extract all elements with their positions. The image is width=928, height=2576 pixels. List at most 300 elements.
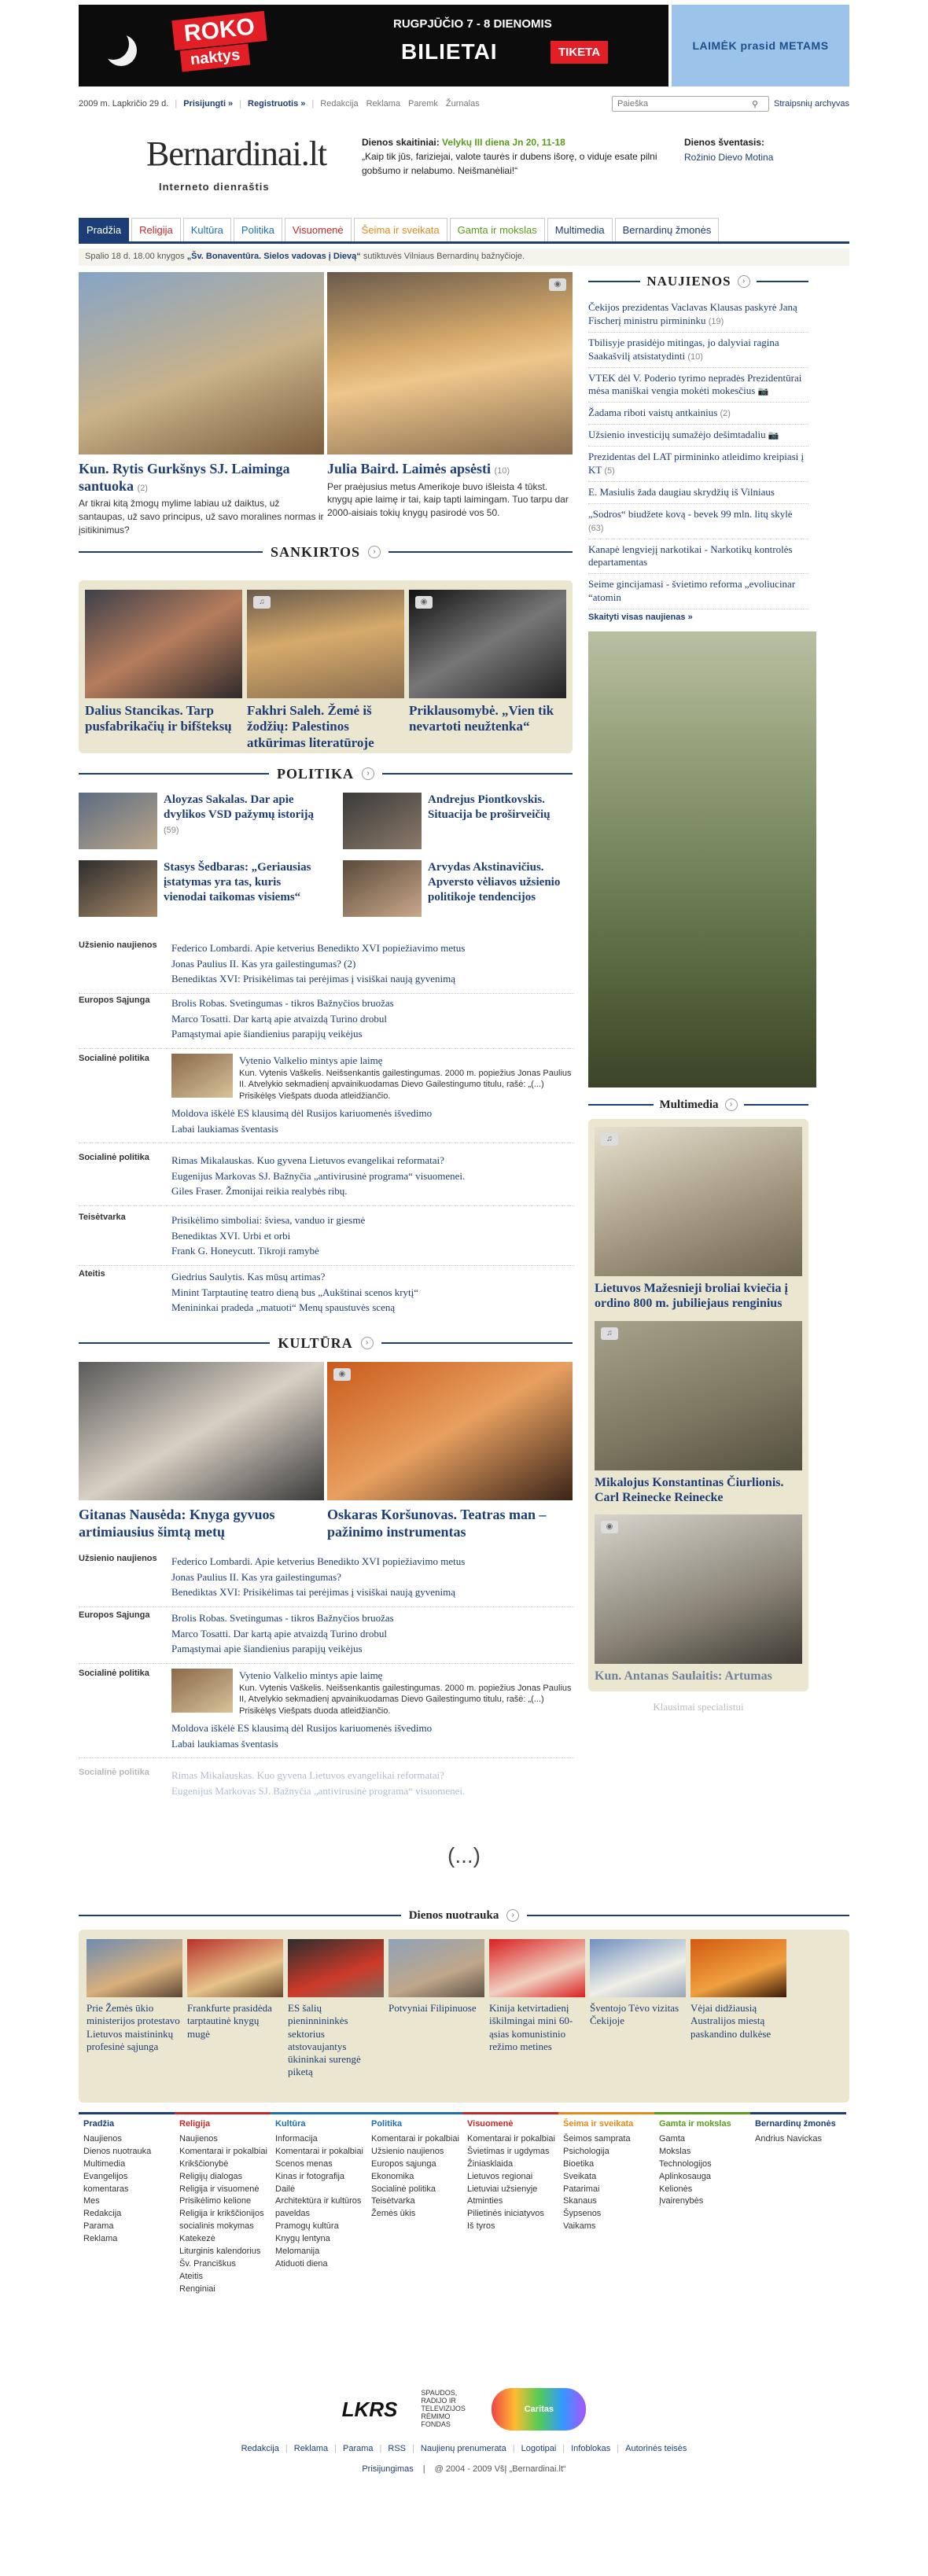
top-link-redakcija[interactable]: Redakcija [320, 99, 359, 109]
footer-link[interactable]: Šv. Pranciškus [179, 2259, 236, 2269]
row-category[interactable]: Teisėtvarka [79, 1213, 126, 1222]
news-title[interactable]: „Sodros“ biudžete kovą - bevek 99 mln. litų skylė [588, 507, 793, 520]
photo-caption[interactable]: Prie Žemės ūkio ministerijos protestavo Lietuvos maistininkų profesinė sąjunga [87, 2002, 180, 2052]
ticker-prefix: Spalio 18 d. 18.00 knygos [85, 252, 187, 261]
lkrs-logo[interactable]: LKRS [341, 2397, 398, 2421]
row-category[interactable]: Socialinė politika [79, 1669, 149, 1678]
speaker-icon: ♫ [601, 1133, 618, 1146]
footer-link[interactable]: Naujienos [179, 2133, 218, 2144]
chevron-right-icon[interactable]: › [368, 546, 381, 558]
footer-link[interactable]: Lietuviai užsienyje [467, 2184, 538, 2194]
news-title[interactable]: Čekijos prezidentas Vaclavas Klausas paskyrė Janą Fischerį ministru pirmininku [588, 301, 797, 326]
news-item[interactable] [588, 368, 808, 403]
banner-ad-roko[interactable] [79, 5, 668, 86]
ad-bilietai: BILIETAI [401, 39, 498, 64]
section-dienos-nuotrauka [79, 1906, 849, 2095]
row-item[interactable]: Benediktas XVI: Prisikėlimas tai perėjimas į visiškai naują gyvenimą [171, 1586, 456, 1598]
banner-ads [79, 5, 849, 86]
photo-item[interactable] [389, 1939, 484, 2093]
row-item[interactable]: Rimas Mikalauskas. Kuo gyvena Lietuvos evangelikai reformatai? [171, 1154, 444, 1166]
footer-col [175, 2112, 271, 2332]
top-link-zurnalas[interactable]: Žurnalas [445, 99, 480, 109]
footer-link[interactable]: Skanaus [563, 2196, 597, 2206]
photo-thumb[interactable] [690, 1939, 786, 1997]
photo-caption[interactable]: Frankfurte prasidėda tarptautinė knygų mugė [187, 2002, 272, 2040]
speaker-icon: ♫ [253, 596, 271, 609]
hero-title[interactable]: Oskaras Koršunovas. Teatras man – pažinimo instrumentas [327, 1507, 547, 1540]
kultura-hero-1[interactable] [79, 1362, 324, 1540]
news-item[interactable] [588, 539, 808, 575]
tab-multimedia[interactable]: Multimedia [547, 218, 613, 241]
section-sankirtos [79, 543, 573, 561]
ticker-suffix: sutiktuvės Vilniaus Bernardinų bažnyčioje. [360, 252, 525, 261]
footer-link[interactable]: Užsienio naujienos [371, 2146, 444, 2156]
footer-link[interactable]: Žiniasklaida [467, 2158, 514, 2169]
section-naujienos [588, 272, 808, 291]
news-title[interactable]: Tbilisyje prasidėjo mitingas, jo dalyviai ragina Saakašvilį atsistatydinti [588, 336, 779, 362]
photo-thumb[interactable] [489, 1939, 585, 1997]
camera-icon: ◉ [601, 1521, 618, 1533]
footer-nav-link[interactable]: Reklama [293, 2444, 329, 2453]
kultura-row [79, 1610, 574, 1664]
comment-count: (19) [708, 316, 724, 326]
sankirtos-card[interactable] [85, 590, 242, 744]
news-item[interactable] [588, 447, 808, 482]
row-item[interactable]: Jonas Paulius II. Kas yra gailestingumas? (2) [171, 957, 356, 970]
featured-text: Kun. Vytenis Vaškelis. Neišsenkantis gailestingumas. 2000 m. popiežius Jonas Paulius II. Atvelykio sekmadienį apvainikuodamas Dievo Gailestingumo titulu, rašė: „(...) Prisikėlęs Viešpats duoda atleidžiančio. [239, 1068, 572, 1102]
footer-link[interactable]: Lietuvos regionai [467, 2171, 533, 2181]
row-item[interactable]: Giedrius Saulytis. Kas mūsų artimas? [171, 1271, 326, 1282]
footer-link[interactable]: Komentarai ir pokalbiai [467, 2133, 555, 2144]
footer-nav-link[interactable]: Naujienų prenumerata [420, 2444, 506, 2453]
politika-top-article[interactable] [79, 793, 324, 849]
photo-thumb[interactable] [187, 1939, 283, 1997]
sankirtos-card[interactable] [409, 590, 566, 744]
comment-count: 📷 [768, 431, 779, 441]
tab-zmones[interactable]: Bernardinų žmonės [615, 218, 720, 241]
row-item[interactable]: Marco Tosatti. Dar kartą apie atvaizdą Turino drobul [171, 1012, 387, 1025]
kultura-row [79, 1768, 574, 1805]
spaudos-fondas-logo[interactable]: SPAUDOS, RADIJO IR TELEVIZIJOS RĖMIMO FONDAS [421, 2389, 466, 2428]
footer-link[interactable]: Bioetika [563, 2158, 595, 2169]
kultura-row [79, 1554, 574, 1607]
all-news-link[interactable]: Skaityti visas naujienas » [588, 613, 693, 623]
row-category[interactable]: Užsienio naujienos [79, 940, 157, 950]
daily-reading-label: Dienos skaitiniai: [362, 137, 440, 148]
row-item[interactable]: Benediktas XVI: Prisikėlimas tai perėjimas į visiškai naują gyvenimą [171, 973, 456, 984]
search-input[interactable] [612, 96, 769, 112]
news-title[interactable]: Žadama riboti vaistų antkainius [588, 407, 718, 419]
row-item[interactable]: Eugenijus Markovas SJ. Bažnyčia „antivirusinė programa“ visuomenei. [171, 1784, 466, 1797]
politika-top-article[interactable] [343, 860, 588, 917]
row-category[interactable]: Užsienio naujienos [79, 1554, 157, 1563]
section-title[interactable]: SANKIRTOS [270, 543, 361, 560]
footer-link[interactable]: Žemės ūkis [371, 2209, 416, 2219]
footer-link[interactable]: Mes [83, 2196, 100, 2206]
footer-nav-link[interactable]: Autorinės teisės [625, 2444, 687, 2453]
news-item[interactable] [588, 425, 808, 447]
footer-link[interactable]: Architektūra ir kultūros paveldas [275, 2196, 362, 2219]
row-item[interactable]: Eugenijus Markovas SJ. Bažnyčia „antivirusinė programa“ visuomenei. [171, 1169, 466, 1182]
row-item[interactable]: Menininkai pradeda „matuoti“ Menų spaustuvės sceną [171, 1301, 396, 1313]
kultura-hero-2[interactable] [327, 1362, 573, 1540]
banner-ad-prasid[interactable]: LAIMĖK prasid METAMS [672, 5, 849, 86]
tab-seima[interactable]: Šeima ir sveikata [354, 218, 447, 241]
comment-count: (63) [588, 523, 604, 533]
footer-link[interactable]: Vaikams [563, 2221, 596, 2232]
footer-col [654, 2112, 750, 2332]
footer-link[interactable]: Pilietinės iniciatyvos [467, 2209, 544, 2219]
footer-link[interactable]: Redakcija [83, 2209, 122, 2219]
current-date: 2009 m. Lapkričio 29 d. [79, 99, 169, 109]
card-title[interactable]: Priklausomybė. „Vien tik nevartoti neužtenka“ [409, 703, 554, 734]
footer-link[interactable]: Andrius Navickas [755, 2133, 822, 2144]
news-item[interactable] [588, 482, 808, 504]
section-title[interactable]: Dienos nuotrauka [408, 1908, 499, 1922]
hero-lead: Ar tikrai kitą žmogų mylime labiau už daiktus, už santaupas, už savo principus, už savo moralines normas ir įsitikinimus? [79, 498, 324, 535]
news-title[interactable]: E. Masiulis žada daugiau skrydžių iš Vilniaus [588, 485, 775, 498]
section-title[interactable]: POLITIKA [276, 765, 355, 782]
footer-link[interactable]: socialinis mokymas [179, 2221, 254, 2232]
comment-count: (2) [137, 483, 148, 493]
daily-reading-ref[interactable]: Velykų III diena Jn 20, 11-18 [442, 137, 565, 148]
photo-item[interactable] [187, 1939, 283, 2093]
footer-col-title[interactable]: Bernardinų žmonės [755, 2119, 836, 2129]
photo-strip [79, 1930, 849, 2103]
photo-item[interactable] [87, 1939, 182, 2093]
chevron-right-icon[interactable]: › [738, 275, 750, 288]
news-title[interactable]: Užsienio investicijų sumažėjo dešimtadaliu [588, 429, 766, 441]
hero-image[interactable] [79, 1362, 324, 1500]
footer-link[interactable]: Reklama [83, 2234, 118, 2244]
comment-count: (59) [164, 825, 179, 835]
row-item[interactable]: Giles Fraser. Žmonijai reikia realybės ribų. [171, 1185, 348, 1197]
chevron-right-icon[interactable]: › [725, 1098, 738, 1111]
article-title[interactable]: Andrejus Piontkovskis. Situacija be proširveičių [428, 793, 551, 821]
politika-top-article[interactable] [79, 860, 324, 917]
card-image[interactable] [247, 590, 404, 698]
daily-saint-label: Dienos šventasis: [684, 137, 765, 148]
footer-link[interactable]: Gamta [659, 2133, 686, 2144]
footer-link[interactable]: Kinas ir fotografija [275, 2171, 345, 2181]
multimedia-image[interactable] [595, 1127, 802, 1276]
footer-nav-link[interactable]: Logotipai [521, 2444, 557, 2453]
tab-visuomene[interactable]: Visuomenė [285, 218, 352, 241]
footer-logos [79, 2386, 849, 2433]
footer-link[interactable]: Dailė [275, 2184, 296, 2194]
footer-nav-link[interactable]: Infoblokas [571, 2444, 611, 2453]
section-title[interactable]: KULTŪRA [278, 1334, 353, 1351]
card-title[interactable]: Dalius Stancikas. Tarp pusfabrikačių ir bifšteksų [85, 703, 232, 734]
photo-item[interactable] [489, 1939, 585, 2093]
multimedia-title[interactable]: Kun. Antanas Saulaitis: Artumas [595, 1669, 772, 1683]
ad-roko-text: ROKO [171, 11, 267, 50]
footer-link[interactable]: Religija ir krikščionijos [179, 2209, 264, 2219]
row-item[interactable]: Labai laukiamas šventasis [171, 1737, 278, 1750]
featured-title[interactable]: Vytenio Valkelio mintys apie laimę [239, 1669, 383, 1681]
row-item[interactable]: Marco Tosatti. Dar kartą apie atvaizdą Turino drobul [171, 1627, 387, 1639]
top-link-paremk[interactable]: Paremk [407, 99, 438, 109]
news-title[interactable]: VTEK dėl V. Poderio tyrimo nepradės Prezidentūrai mėsa maniškai vengia mokėti mokesčius [588, 371, 802, 397]
footer-link[interactable]: Scenos menas [275, 2158, 333, 2169]
news-title[interactable]: Seime gincijamasi - švietimo reforma „evoliucinar “atomin [588, 578, 796, 604]
article-thumb[interactable] [343, 860, 422, 917]
footer-link[interactable]: Pramogų kultūra [275, 2221, 339, 2232]
row-featured[interactable] [171, 1054, 574, 1102]
row-item[interactable]: Pamąstymai apie šiandienius parapijų veikėjus [171, 1643, 363, 1654]
article-thumb[interactable] [343, 793, 422, 849]
hero-title[interactable] [327, 461, 573, 478]
row-category[interactable]: Europos Sąjunga [79, 995, 150, 1005]
camera-icon: ◉ [333, 1368, 351, 1381]
footer-col-title[interactable]: Politika [371, 2119, 403, 2129]
row-item[interactable]: Benediktas XVI. Urbi et orbi [171, 1229, 291, 1242]
hero-image[interactable] [327, 1362, 573, 1500]
featured-thumb[interactable] [171, 1054, 233, 1098]
daily-saint-name[interactable]: Rožinio Dievo Motina [684, 152, 774, 164]
footer-link[interactable]: Religijų dialogas [179, 2171, 243, 2181]
photo-thumb[interactable] [389, 1939, 484, 1997]
login-link[interactable]: Prisijungti » [183, 99, 234, 109]
tab-kultura[interactable]: Kultūra [183, 218, 231, 241]
news-title[interactable]: Prezidentas del LAT pirmininko atleidimo kreipiasi į KT [588, 451, 805, 477]
footer-link[interactable]: Komentarai ir pokalbiai [371, 2133, 459, 2144]
hero-image[interactable] [327, 272, 573, 454]
politika-row [79, 1269, 574, 1322]
photo-thumb[interactable] [590, 1939, 686, 1997]
footer-login-link[interactable]: Prisijungimas [362, 2464, 414, 2474]
footer-link[interactable]: Renginiai [179, 2284, 215, 2294]
footer-link[interactable]: Dienos nuotrauka [83, 2146, 152, 2156]
hero-lead: Per praėjusius metus Amerikoje buvo išleista 4 tūkst. knygų apie laimę ir tai, kaip tapti laimingam. Tuo tarpu dar 2000-aisiais tokių knygų pasirodė vos 50. [327, 480, 569, 519]
photo-item[interactable] [288, 1939, 384, 2093]
daily-saint [684, 135, 773, 165]
footer-link[interactable]: Multimedia [83, 2158, 126, 2169]
article-thumb[interactable] [79, 860, 157, 917]
row-category[interactable]: Ateitis [79, 1269, 105, 1279]
footer-link[interactable]: Evangelijos komentaras [83, 2171, 129, 2194]
comment-count: 📷 [757, 387, 769, 397]
photo-item[interactable] [690, 1939, 786, 2093]
footer-link[interactable]: Technologijos [659, 2158, 712, 2169]
multimedia-more[interactable]: Klausimai specialistui [653, 1701, 744, 1713]
register-link[interactable]: Registruotis » [248, 99, 306, 109]
article-thumb[interactable] [79, 793, 157, 849]
caritas-logo[interactable]: Caritas [492, 2388, 586, 2431]
footer-link[interactable]: Atiduoti diena [275, 2259, 328, 2269]
footer-link[interactable]: Informacija [275, 2133, 318, 2144]
row-item[interactable]: Minint Tarptautinę teatro dieną bus „Aukštinai scenos krytį“ [171, 1286, 419, 1298]
tab-religija[interactable]: Religija [131, 218, 181, 241]
multimedia-title[interactable]: Lietuvos Mažesnieji broliai kviečia į ordino 800 m. jubiliejaus renginius [595, 1282, 788, 1311]
footer-nav-link[interactable]: Parama [343, 2444, 374, 2453]
footer-link[interactable]: Iš tyros [467, 2221, 495, 2232]
hero-title[interactable]: Gitanas Nausėda: Knyga gyvuos artimiausius šimtą metų [79, 1507, 275, 1540]
photo-item[interactable] [590, 1939, 686, 2093]
photo-caption[interactable]: Potvyniai Filipinuose [389, 2002, 477, 2014]
footer-nav-link[interactable]: RSS [388, 2444, 407, 2453]
footer-link[interactable]: Sveikata [563, 2171, 597, 2181]
search-icon[interactable]: ⚲ [751, 99, 758, 109]
footer-col-title[interactable]: Visuomenė [467, 2119, 514, 2129]
politika-row [79, 940, 574, 994]
footer-nav-link[interactable]: Redakcija [241, 2444, 279, 2453]
chevron-right-icon[interactable]: › [506, 1909, 519, 1922]
footer-link[interactable]: Europos sąjunga [371, 2158, 436, 2169]
comment-count: (2) [720, 409, 731, 419]
row-item[interactable]: Pamąstymai apie šiandienius parapijų veikėjus [171, 1028, 363, 1040]
daily-reading-text: „Kaip tik jūs, fariziejai, valote taurės ir dubens išorę, o viduje esate pilni gobšumo ir nelabumo. Neišmanėliai!“ [362, 151, 657, 176]
hero-title[interactable] [79, 461, 324, 495]
footer-col-title[interactable]: Gamta ir mokslas [659, 2119, 731, 2129]
top-bar: 2009 m. Lapkričio 29 d. | Prisijungti » | Registruotis » | Redakcija Reklama Paremk Žurnalas Paieška ⚲ Straipsnių archyvas [79, 94, 849, 113]
row-category[interactable]: Europos Sąjunga [79, 1610, 150, 1620]
section-header [79, 1906, 849, 1925]
footer-col-title[interactable]: Religija [179, 2119, 211, 2129]
article-title[interactable]: Stasys Šedbaras: „Geriausias įstatymas yra tas, kuris vienodai taikomas visiems“ [164, 861, 311, 903]
row-category[interactable]: Socialinė politika [79, 1054, 149, 1063]
footer-link[interactable]: Teisėtvarka [371, 2196, 415, 2206]
news-item[interactable] [588, 574, 808, 609]
chevron-right-icon[interactable]: › [362, 767, 374, 780]
footer-col [750, 2112, 846, 2332]
footer-link[interactable]: Naujienos [83, 2133, 122, 2144]
row-item[interactable]: Frank G. Honeycutt. Tikroji ramybė [171, 1245, 319, 1257]
row-item[interactable]: Moldova iškėlė ES klausimą dėl Rusijos kariuomenės išvedimo [171, 1107, 433, 1120]
article-title[interactable]: Aloyzas Sakalas. Dar apie dvylikos VSD pažymų istoriją [164, 793, 315, 821]
multimedia-title[interactable]: Mikalojus Konstantinas Čiurlionis. Carl Reinecke Reinecke [595, 1475, 784, 1504]
ticker[interactable] [79, 248, 849, 266]
copyright: @ 2004 - 2009 VšĮ „Bernardinai.lt“ [434, 2464, 566, 2474]
moon-icon [98, 28, 129, 60]
footer-link[interactable]: Krikščionybė [179, 2158, 229, 2169]
footer-link[interactable]: Psichologija [563, 2146, 609, 2156]
politika-row [79, 995, 574, 1049]
footer-link[interactable]: Šypsenos [563, 2209, 602, 2219]
multimedia-image[interactable] [595, 1321, 802, 1470]
card-image[interactable] [409, 590, 566, 698]
multimedia-image[interactable] [595, 1514, 802, 1664]
top-link-reklama[interactable]: Reklama [366, 99, 400, 109]
politika-top-article[interactable] [343, 793, 588, 849]
card-title[interactable]: Fakhri Saleh. Žemė iš žodžių: Palestinos atkūrimas literatūroje [247, 703, 374, 750]
tab-politika[interactable]: Politika [234, 218, 282, 241]
logo-subtitle: Interneto dienraštis [159, 181, 270, 193]
archive-link[interactable]: Straipsnių archyvas [774, 99, 849, 109]
footer-link[interactable]: Melomanija [275, 2247, 320, 2257]
photo-thumb[interactable] [288, 1939, 384, 1997]
footer-col-title[interactable]: Kultūra [275, 2119, 306, 2129]
row-item[interactable]: Moldova iškėlė ES klausimą dėl Rusijos kariuomenės išvedimo [171, 1722, 433, 1735]
featured-title[interactable]: Vytenio Valkelio mintys apie laimę [239, 1054, 383, 1066]
chevron-right-icon[interactable]: › [361, 1337, 374, 1349]
footer-link[interactable]: Atminties [467, 2196, 503, 2206]
photo-caption[interactable]: Šventojo Tėvo vizitas Čekijoje [590, 2002, 679, 2027]
comment-count: (10) [494, 466, 510, 476]
hero-image[interactable] [79, 272, 324, 454]
row-category[interactable]: Socialinė politika [79, 1153, 149, 1162]
section-title[interactable]: Multimedia [659, 1098, 719, 1111]
photo-caption[interactable]: Kinija ketvirtadienį iškilmingai mini 60-ąsias komunistinio režimo metines [489, 2002, 573, 2052]
comment-count: (5) [604, 466, 615, 477]
comment-count: (10) [687, 351, 703, 362]
footer-link[interactable]: Socialinė politika [371, 2184, 436, 2194]
row-item[interactable]: Brolis Robas. Svetingumas - tikros Bažnyčios bruožas [171, 1612, 394, 1624]
news-item[interactable] [588, 333, 808, 368]
row-item[interactable]: Rimas Mikalauskas. Kuo gyvena Lietuvos evangelikai reformatai? [171, 1769, 444, 1781]
row-item[interactable]: Brolis Robas. Svetingumas - tikros Bažnyčios bruožas [171, 997, 394, 1009]
footer-link[interactable]: Šeimos samprata [563, 2133, 631, 2144]
tab-gamta[interactable]: Gamta ir mokslas [450, 218, 545, 241]
footer-link[interactable]: Katekezė [179, 2234, 215, 2244]
footer-link[interactable]: Liturginis kalendorius [179, 2247, 261, 2257]
header [79, 126, 849, 212]
row-item[interactable]: Federico Lombardi. Apie ketverius Benedikto XVI popiežiavimo metus [171, 942, 466, 954]
footer-link[interactable]: Ekonomika [371, 2171, 414, 2181]
news-title[interactable]: Kanapė lengviejį narkotikai - Narkotikų kontrolės departamentas [588, 543, 793, 569]
main-nav [79, 217, 849, 244]
hero-article-1[interactable] [79, 272, 324, 537]
hero-article-2[interactable] [327, 272, 573, 520]
footer-link[interactable]: Švietimas ir ugdymas [467, 2146, 550, 2156]
footer-bottom: Prisijungimas | @ 2004 - 2009 VšĮ „Bernardinai.lt“ [79, 2464, 849, 2480]
row-category[interactable]: Socialinė politika [79, 1768, 149, 1777]
section-title[interactable]: NAUJIENOS [646, 274, 731, 289]
footer-link[interactable]: Komentarai ir pokalbiai [275, 2146, 363, 2156]
footer-col-title[interactable]: Pradžia [83, 2119, 115, 2129]
row-item[interactable]: Jonas Paulius II. Kas yra gailestingumas? [171, 1570, 341, 1583]
footer-link[interactable]: Prisikėlimo kelione [179, 2196, 252, 2206]
featured-thumb[interactable] [171, 1669, 233, 1713]
article-title[interactable]: Arvydas Akstinavičius. Apversto vėliavos užsienio politikoje tendencijos [428, 861, 561, 903]
footer-link[interactable]: Patarimai [563, 2184, 600, 2194]
site-logo[interactable] [107, 134, 327, 204]
row-item[interactable]: Prisikėlimo simboliai: šviesa, vanduo ir giesmė [171, 1214, 366, 1226]
photo-caption[interactable]: Vėjai didžiausią Australijos miestą paskandino dulkėse [690, 2002, 771, 2040]
news-item[interactable] [588, 297, 808, 333]
footer-link[interactable]: Aplinkosauga [659, 2171, 712, 2181]
footer-link[interactable]: Kelionės [659, 2184, 693, 2194]
news-item[interactable] [588, 403, 808, 425]
row-item[interactable]: Federico Lombardi. Apie ketverius Benedikto XVI popiežiavimo metus [171, 1555, 466, 1567]
sankirtos-card[interactable] [247, 590, 404, 750]
logo-text: Bernardinai.lt [146, 134, 327, 173]
banner-grass-image[interactable] [588, 631, 816, 1087]
footer-link[interactable]: Ateitis [179, 2272, 203, 2282]
sankirtos-box [79, 580, 573, 753]
section-multimedia [588, 1095, 808, 1114]
footer-link[interactable]: Religija ir visuomenė [179, 2184, 260, 2194]
photo-thumb[interactable] [87, 1939, 182, 1997]
ticker-title[interactable]: „Šv. Bonaventūra. Sielos vadovas į Dievą“ [186, 252, 361, 261]
footer-link[interactable]: Mokslas [659, 2146, 691, 2156]
footer-link[interactable]: Parama [83, 2221, 114, 2232]
row-item[interactable]: Labai laukiamas šventasis [171, 1122, 278, 1135]
row-featured[interactable] [171, 1669, 574, 1717]
news-item[interactable] [588, 504, 808, 539]
ad-tiketa-logo: TIKETA [551, 41, 608, 64]
footer-link[interactable]: Įvairenybės [659, 2196, 704, 2206]
ellipsis: (...) [447, 1843, 481, 1868]
politika-row [79, 1054, 574, 1143]
footer-link[interactable]: Komentarai ir pokalbiai [179, 2146, 267, 2156]
card-image[interactable] [85, 590, 242, 698]
footer-link[interactable]: Knygų lentyna [275, 2234, 330, 2244]
footer-col-title[interactable]: Šeima ir sveikata [563, 2119, 634, 2129]
camera-icon: ◉ [549, 278, 566, 291]
tab-pradzia[interactable]: Pradžia [79, 218, 129, 241]
photo-caption[interactable]: ES šalių pieninnininkės sektorius atstovaujantys ūkininkai surengė piketą [288, 2002, 361, 2078]
